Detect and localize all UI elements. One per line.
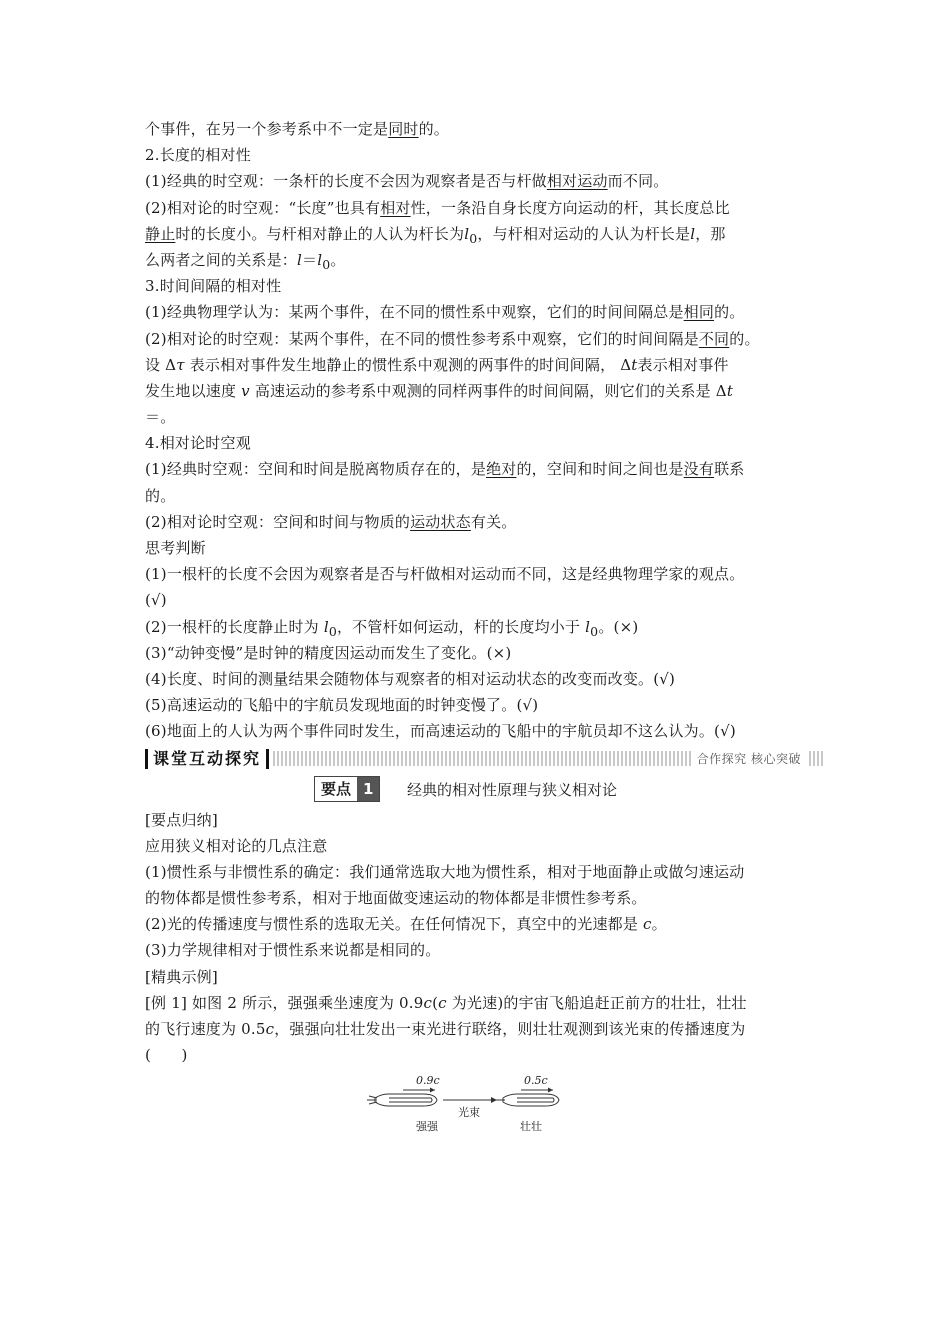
section-banner bbox=[145, 748, 825, 772]
left-spaceship-icon bbox=[367, 1094, 437, 1106]
key-point-number: 1 bbox=[357, 777, 379, 801]
document-page bbox=[145, 116, 825, 1136]
subsection-heading: [要点归纳] bbox=[145, 810, 218, 829]
subsection-heading: 思考判断 bbox=[145, 539, 206, 557]
spaceship-figure bbox=[145, 1074, 825, 1136]
text-line: 发生地以速度 v 高速运动的参考系中观测的同样两事件的时间间隔，则它们的关系是 Δt bbox=[145, 381, 734, 400]
judgment-item: (3)“动钟变慢”是时钟的精度因运动而发生了变化。(×) bbox=[145, 643, 512, 662]
text-line: (2)相对论时空观：空间和时间与物质的运动状态有关。 bbox=[145, 512, 517, 531]
subsection-heading: [精典示例] bbox=[145, 967, 218, 986]
right-speed-label: 0.5c bbox=[524, 1074, 548, 1088]
key-point-badge bbox=[314, 776, 380, 802]
judgment-item: (4)长度、时间的测量结果会随物体与观察者的相对运动状态的改变而改变。(√) bbox=[145, 669, 676, 688]
left-speed-label: 0.9c bbox=[416, 1074, 440, 1088]
text-line: ＝。 bbox=[145, 408, 176, 427]
text-line: 设 Δτ 表示相对事件发生地静止的惯性系中观测的两事件的时间间隔， Δt表示相对事件 bbox=[145, 355, 729, 374]
judgment-item: (5)高速运动的飞船中的宇航员发现地面的时钟变慢了。(√) bbox=[145, 696, 539, 715]
banner-tag: 合作探究 核心突破 bbox=[691, 749, 807, 769]
beam-arrowhead bbox=[491, 1097, 497, 1103]
left-velocity-arrowhead bbox=[430, 1088, 435, 1093]
text-line: (1)惯性系与非惯性系的确定：我们通常选取大地为惯性系，相对于地面静止或做匀速运动 bbox=[145, 862, 745, 881]
right-spaceship-icon bbox=[497, 1094, 559, 1106]
banner-title: 课堂互动探究 bbox=[145, 749, 269, 769]
judgment-item: (2)一根杆的长度静止时为 $l_0$，不管杆如何运动，杆的长度均小于 $l_0$。(×) bbox=[145, 617, 639, 639]
beam-label: 光束 bbox=[458, 1106, 480, 1120]
section-heading: 4.相对论时空观 bbox=[145, 434, 251, 453]
text-line: 应用狭义相对论的几点注意 bbox=[145, 836, 328, 855]
key-point-label: 要点 bbox=[315, 777, 357, 801]
text-line: 的。 bbox=[145, 486, 176, 505]
answer-blank: ( ) bbox=[145, 1046, 188, 1065]
section-heading: 2.长度的相对性 bbox=[145, 146, 251, 165]
text-line: (1)经典物理学认为：某两个事件，在不同的惯性系中观察，它们的时间间隔总是相同的。 bbox=[145, 303, 745, 322]
text-line: 么两者之间的关系是：$l=l_0$。 bbox=[145, 250, 346, 272]
judgment-item: (1)一根杆的长度不会因为观察者是否与杆做相对运动而不同，这是经典物理学家的观点。 bbox=[145, 565, 745, 584]
judgment-item: (6)地面上的人认为两个事件同时发生，而高速运动的飞船中的宇航员却不这么认为。(√) bbox=[145, 722, 736, 741]
right-velocity-arrowhead bbox=[548, 1088, 553, 1093]
key-point-title: 经典的相对性原理与狭义相对论 bbox=[407, 780, 618, 799]
example-text: 的飞行速度为 0.5c，强强向壮壮发出一束光进行联络，则壮壮观测到该光束的传播速度为 bbox=[145, 1020, 746, 1038]
left-ship-name: 强强 bbox=[416, 1120, 438, 1134]
text-line: (1)经典的时空观：一条杆的长度不会因为观察者是否与杆做相对运动而不同。 bbox=[145, 172, 669, 191]
key-point-header bbox=[145, 774, 825, 806]
text-line: (3)力学规律相对于惯性系来说都是相同的。 bbox=[145, 941, 441, 960]
text-line: 个事件，在另一个参考系中不一定是同时的。 bbox=[145, 120, 450, 138]
text-line: (2)相对论的时空观：“长度”也具有相对性，一条沿自身长度方向运动的杆，其长度总比 bbox=[145, 198, 730, 217]
text-line: 的物体都是惯性参考系，相对于地面做变速运动的物体都是非惯性参考系。 bbox=[145, 889, 647, 908]
text-line: 静止时的长度小。与杆相对静止的人认为杆长为$l_0$，与杆相对运动的人认为杆长是l，那 bbox=[145, 224, 726, 246]
text-line: (2)光的传播速度与惯性系的选取无关。在任何情况下，真空中的光速都是 c。 bbox=[145, 915, 667, 934]
judgment-answer: (√) bbox=[145, 591, 167, 610]
spaceship-diagram bbox=[145, 1074, 825, 1136]
text-line: (2)相对论的时空观：某两个事件，在不同的惯性参考系中观察，它们的时间间隔是不同的。 bbox=[145, 329, 760, 348]
text-line: (1)经典时空观：空间和时间是脱离物质存在的，是绝对的，空间和时间之间也是没有联系 bbox=[145, 460, 745, 479]
example-text: [例 1] 如图 2 所示，强强乘坐速度为 0.9c(c 为光速)的宇宙飞船追赶正前方的壮壮，壮壮 bbox=[145, 993, 747, 1012]
right-ship-name: 壮壮 bbox=[520, 1120, 542, 1134]
section-heading: 3.时间间隔的相对性 bbox=[145, 277, 282, 296]
